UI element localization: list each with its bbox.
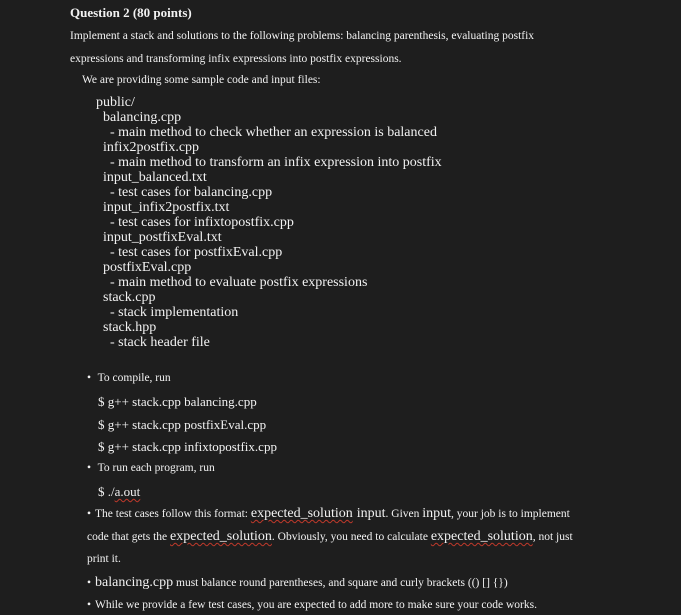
balancing-filename: balancing.cpp: [95, 575, 174, 590]
tree-file-name: input_infix2postfix.txt: [103, 200, 230, 215]
tree-file-desc: - stack implementation: [110, 305, 239, 320]
tree-file-name: stack.cpp: [103, 290, 156, 305]
balancing-text: must balance round parentheses, and square and curly brackets (() [] {}): [173, 577, 508, 589]
expected-solution-term: expected_solution: [430, 529, 533, 544]
tree-file-name: stack.hpp: [103, 320, 157, 335]
testcases-text: code that gets the: [87, 531, 171, 543]
bullet: •: [87, 577, 92, 589]
run-bullet-line: [87, 457, 215, 480]
compile-command: $ g++ stack.cpp infixtopostfix.cpp: [98, 439, 277, 454]
bullet: •: [87, 508, 92, 520]
testcases-line-3: print it.: [87, 553, 121, 565]
input-term: input: [356, 506, 386, 521]
intro-line-1: Implement a stack and solutions to the following problems: balancing parenthesis, evaluating postfix: [70, 30, 535, 42]
balancing-line: [87, 571, 508, 595]
bullet: •: [87, 462, 92, 474]
tree-root: public/: [96, 95, 135, 110]
run-label: To run each program, run: [97, 462, 215, 474]
compile-label: To compile, run: [97, 372, 171, 384]
run-command: [98, 480, 140, 503]
compile-command: $ g++ stack.cpp postfixEval.cpp: [98, 417, 267, 432]
testcases-text: The test cases follow this format:: [95, 508, 251, 520]
tree-file-desc: - main method to evaluate postfix expressions: [110, 275, 368, 290]
tree-file-desc: - main method to transform an infix expression into postfix: [110, 155, 442, 170]
tree-file-name: input_postfixEval.txt: [103, 230, 222, 245]
testcases-text: , not just: [532, 531, 573, 543]
testcases-text: , your job is to implement: [451, 508, 570, 520]
tree-file-desc: - test cases for infixtopostfix.cpp: [110, 215, 294, 230]
question-title: Question 2 (80 points): [70, 5, 192, 20]
testcases-line-1: [87, 502, 570, 526]
tree-file-desc: - test cases for balancing.cpp: [110, 185, 273, 200]
tree-file-desc: - test cases for postfixEval.cpp: [110, 245, 283, 260]
run-prompt: $ ./: [98, 484, 115, 499]
tree-file-desc: - stack header file: [110, 335, 210, 350]
bullet: •: [87, 372, 92, 384]
providing-line: We are providing some sample code and input files:: [82, 74, 321, 86]
tree-file-name: input_balanced.txt: [103, 170, 207, 185]
compile-bullet-line: [87, 367, 171, 390]
expected-solution-term: expected_solution: [250, 506, 353, 521]
run-binary: a.out: [114, 484, 141, 499]
input-term: input: [422, 506, 452, 521]
more-tests-text: While we provide a few test cases, you are expected to add more to make sure your code works.: [95, 599, 537, 611]
bullet: •: [87, 599, 92, 611]
tree-file-name: postfixEval.cpp: [103, 260, 192, 275]
compile-command: $ g++ stack.cpp balancing.cpp: [98, 394, 257, 409]
testcases-line-2: [87, 525, 573, 549]
intro-line-2: expressions and transforming infix expressions into postfix expressions.: [70, 53, 402, 65]
testcases-text: . Obviously, you need to calculate: [271, 531, 431, 543]
tree-file-desc: - main method to check whether an expression is balanced: [110, 125, 437, 140]
testcases-text: . Given: [385, 508, 423, 520]
tree-file-name: infix2postfix.cpp: [103, 140, 200, 155]
tree-file-name: balancing.cpp: [103, 110, 182, 125]
expected-solution-term: expected_solution: [170, 529, 272, 544]
more-tests-line: [87, 594, 537, 615]
